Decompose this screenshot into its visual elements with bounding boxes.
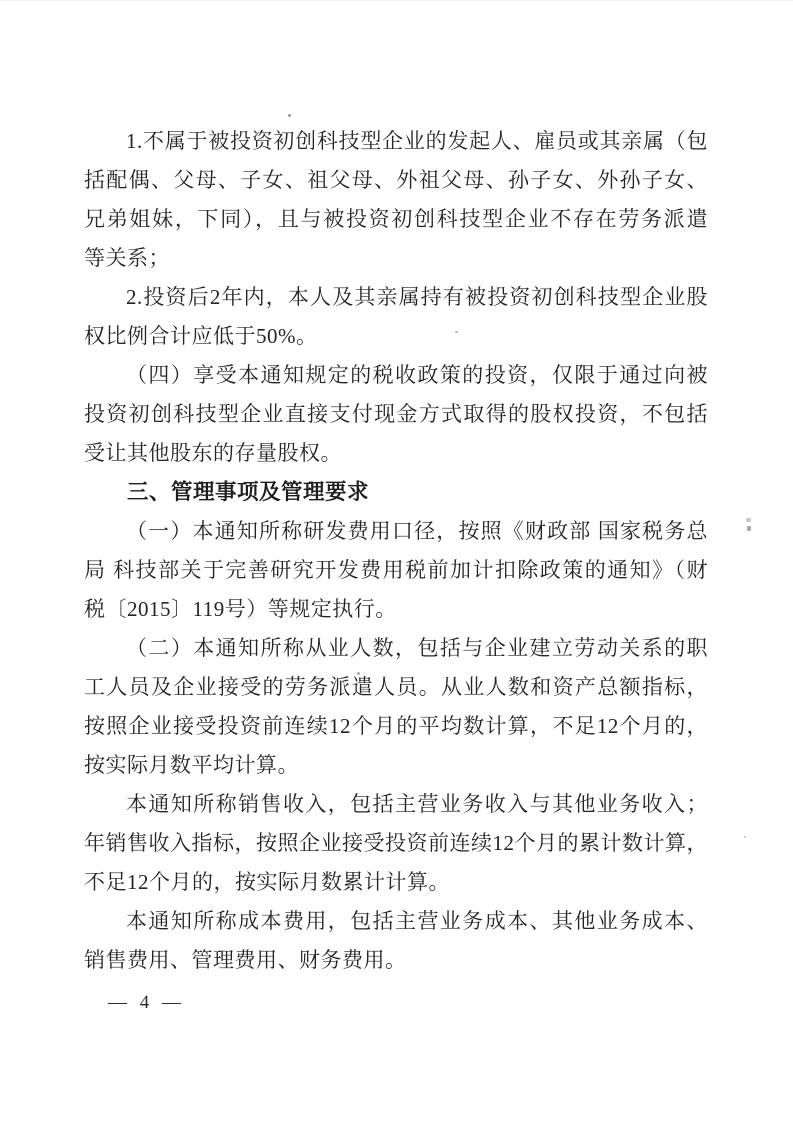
text-line: （一）本通知所称研发费用口径，按照《财政部 国家税务总 [126, 519, 708, 543]
text-line: 受让其他股东的存量股权。 [84, 441, 342, 465]
text-line: （四）享受本通知规定的税收政策的投资，仅限于通过向被 [126, 363, 708, 387]
scan-speck [747, 526, 751, 531]
paragraph [84, 902, 708, 980]
text-line: 1.不属于被投资初创科技型企业的发起人、雇员或其亲属（包 [126, 129, 708, 153]
text-line: 局 科技部关于完善研究开发费用税前加计扣除政策的通知》（财 [84, 558, 708, 582]
text-line: 权比例合计应低于50%。 [84, 324, 318, 348]
page-number: — 4 — [108, 992, 185, 1013]
text-line: 三、管理事项及管理要求 [127, 480, 370, 504]
text-line: 本通知所称销售收入，包括主营业务收入与其他业务收入； [126, 792, 708, 816]
text-line: 投资初创科技型企业直接支付现金方式取得的股权投资，不包括 [84, 402, 708, 426]
text-line: 兄弟姐妹，下同），且与被投资初创科技型企业不存在劳务派遣 [84, 207, 708, 231]
scan-speck [455, 331, 458, 333]
text-line: 本通知所称成本费用，包括主营业务成本、其他业务成本、 [126, 909, 708, 933]
scan-edge [0, 0, 793, 1]
paragraph [84, 785, 708, 902]
text-line: 不足12个月的，按实际月数累计计算。 [84, 870, 450, 894]
paragraph [84, 512, 708, 629]
text-line: 按实际月数平均计算。 [84, 753, 299, 777]
text-line: 工人员及企业接受的劳务派遣人员。从业人数和资产总额指标， [84, 675, 708, 699]
scan-speck [746, 518, 751, 522]
text-line: 2.投资后2年内，本人及其亲属持有被投资初创科技型企业股 [126, 285, 708, 309]
scan-speck [357, 672, 360, 675]
paragraph [84, 122, 708, 278]
text-line: 按照企业接受投资前连续12个月的平均数计算，不足12个月的， [84, 714, 708, 738]
scan-speck [744, 836, 746, 838]
text-line: 年销售收入指标，按照企业接受投资前连续12个月的累计数计算， [84, 831, 708, 855]
paragraph [84, 278, 708, 356]
paragraph [84, 356, 708, 473]
paragraph [84, 629, 708, 785]
text-line: 销售费用、管理费用、财务费用。 [84, 948, 407, 972]
text-line: 税〔2015〕119号）等规定执行。 [84, 597, 397, 621]
text-line: 括配偶、父母、子女、祖父母、外祖父母、孙子女、外孙子女、 [84, 168, 708, 192]
section-heading [84, 473, 708, 512]
scan-speck [288, 114, 291, 117]
text-line: 等关系； [84, 246, 170, 270]
document-body [84, 122, 708, 980]
text-line: （二）本通知所称从业人数，包括与企业建立劳动关系的职 [126, 636, 708, 660]
